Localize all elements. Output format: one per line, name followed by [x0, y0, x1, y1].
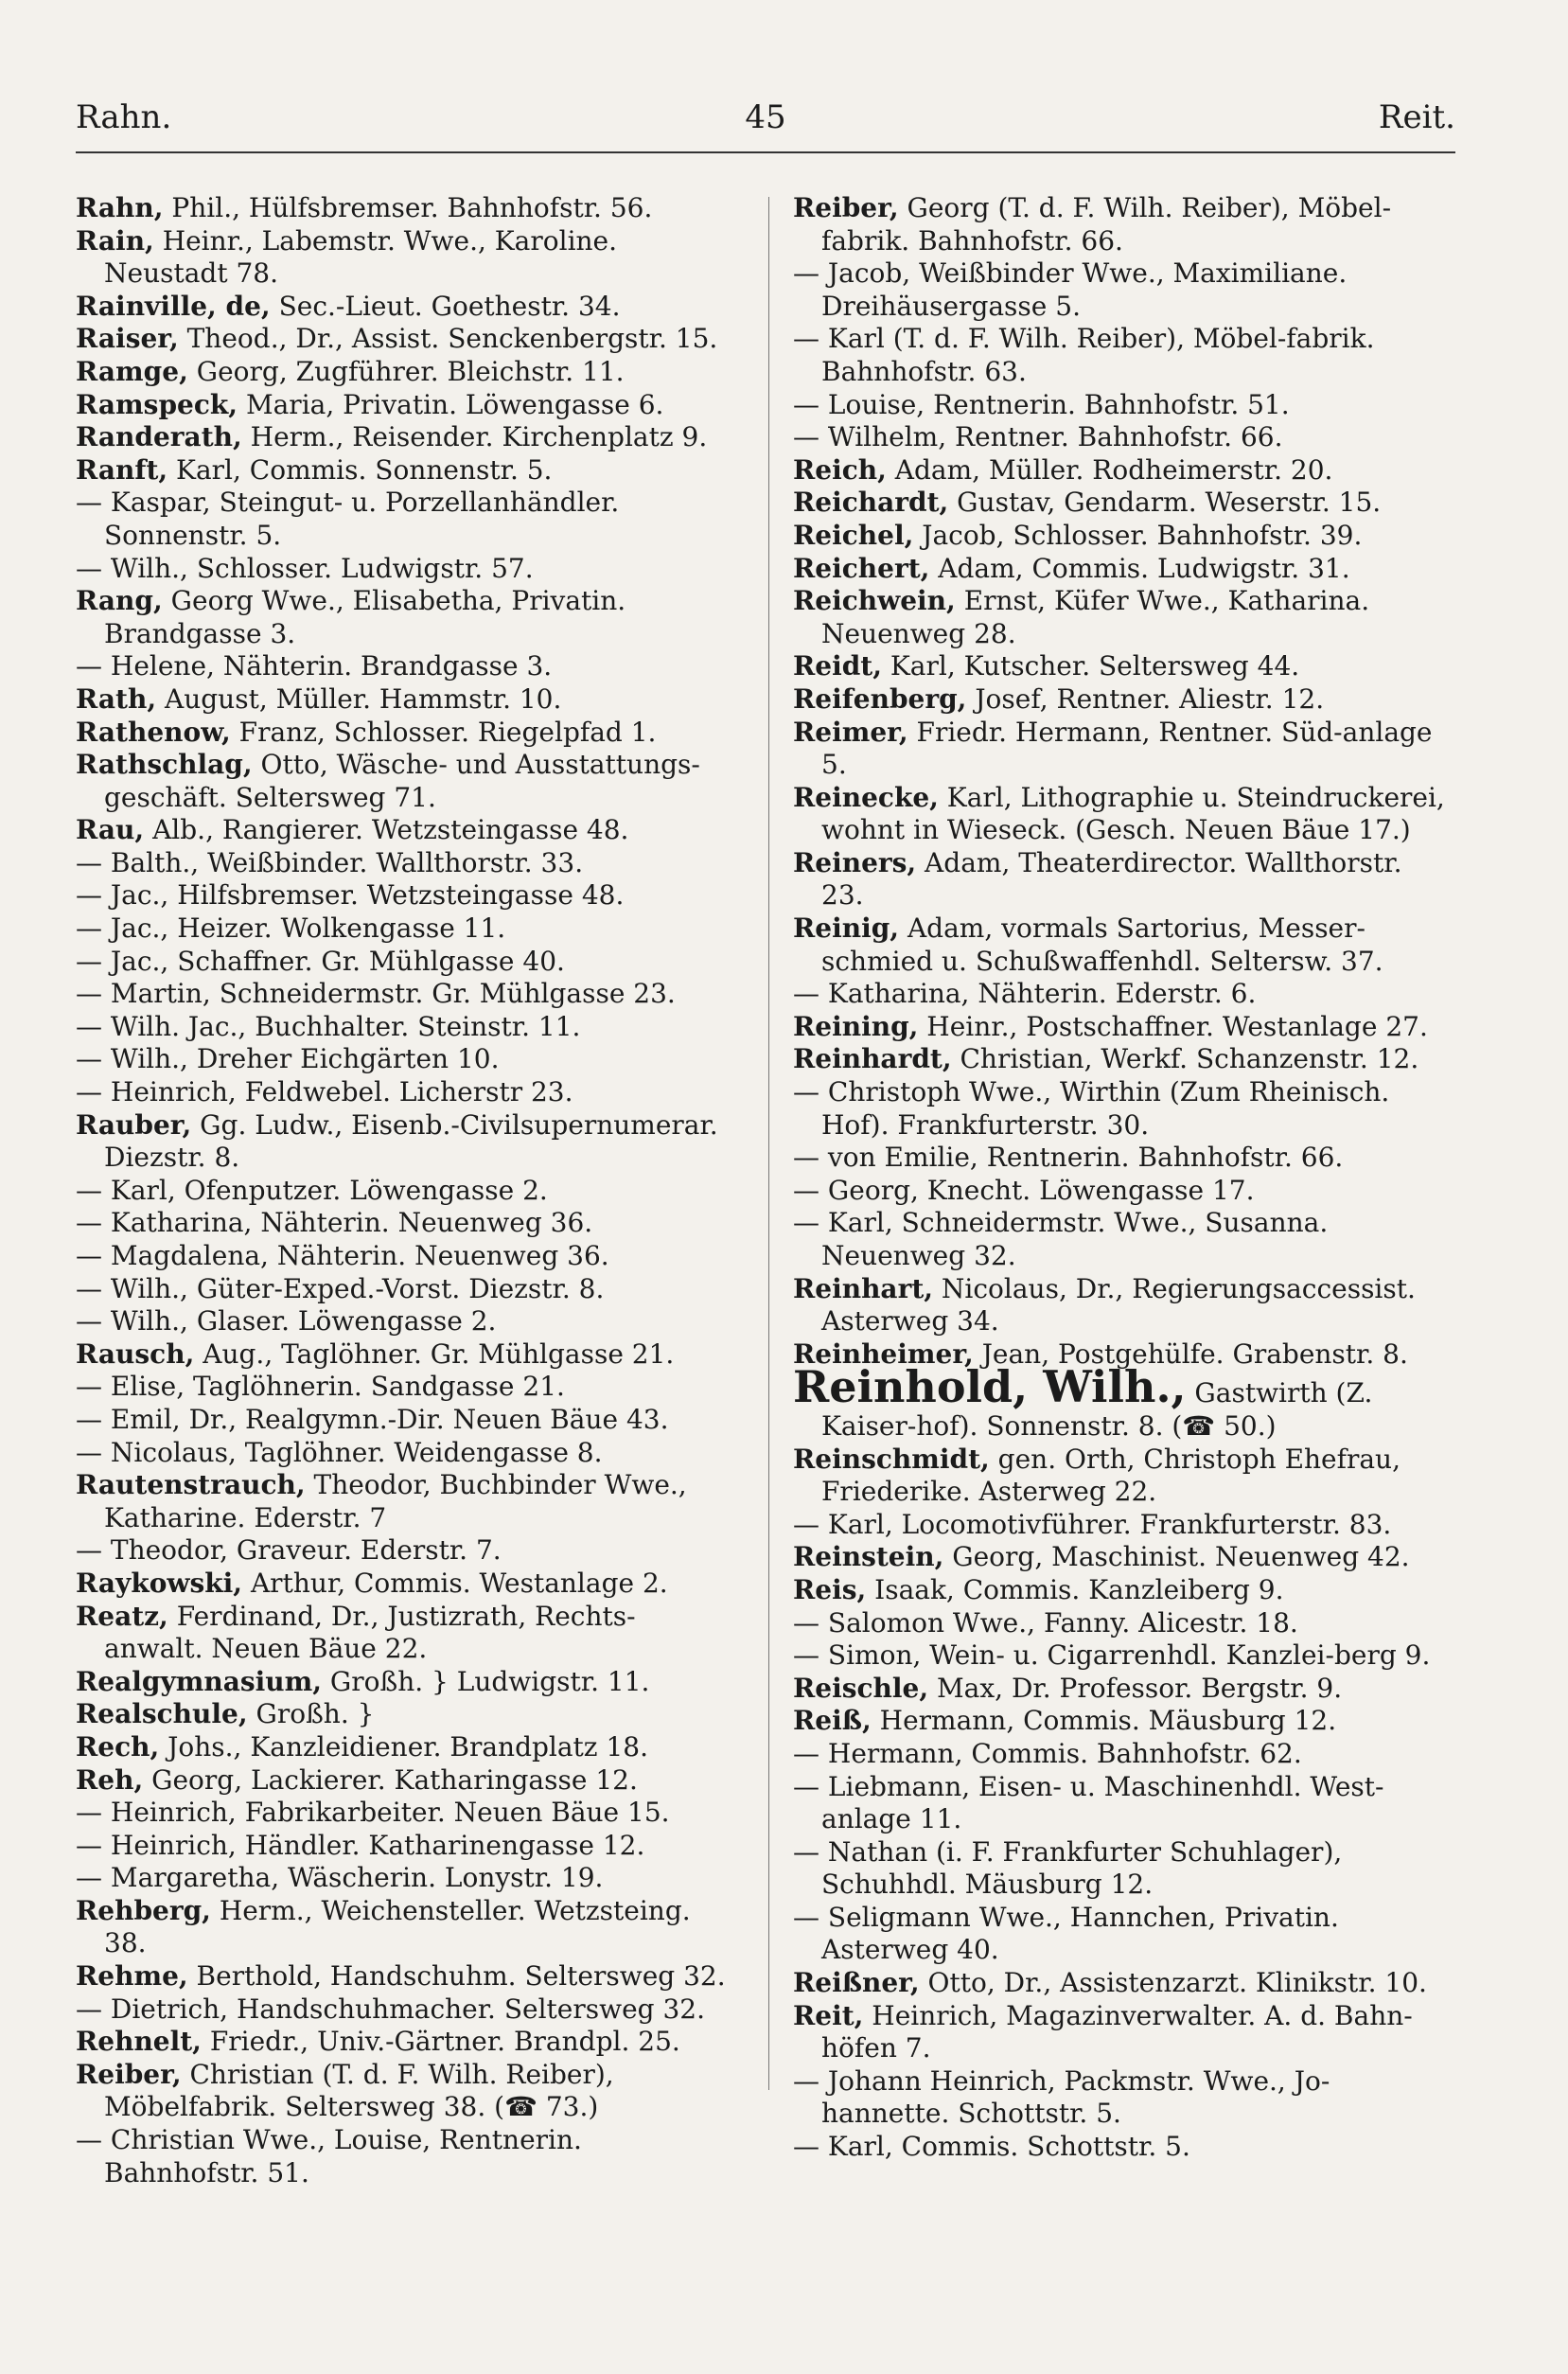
entry-details: — Kaspar, Steingut- u. Porzellanhändler. Sonnenstr. 5. [76, 487, 620, 551]
entry-surname: Rau, [76, 814, 145, 846]
directory-entry [76, 749, 729, 814]
entry-details: — Theodor, Graveur. Ederstr. 7. [76, 1534, 502, 1567]
directory-entry [76, 2026, 729, 2059]
directory-entry [76, 1666, 729, 1699]
entry-details: Gastwirth (Z. Kaiser-hof). Sonnenstr. 8. (☎ 50.) [821, 1377, 1373, 1442]
entry-details: — Louise, Rentnerin. Bahnhofstr. 51. [793, 388, 1290, 420]
entry-details: Berthold, Handschuhm. Seltersweg 32. [187, 1960, 726, 1993]
directory-entry [793, 2065, 1446, 2131]
directory-entry [793, 1673, 1446, 1706]
entry-details: Alb., Rangierer. Wetzsteingasse 48. [144, 814, 629, 846]
entry-surname: Rech, [76, 1730, 160, 1763]
entry-surname: Reiners, [793, 846, 917, 878]
entry-details: — Heinrich, Fabrikarbeiter. Neuen Bäue 15. [76, 1797, 670, 1829]
directory-entry [76, 1437, 729, 1470]
entry-details: Adam, Müller. Rodheimerstr. 20. [886, 453, 1333, 486]
directory-entry [793, 650, 1446, 683]
entry-surname: Reinschmidt, [793, 1443, 990, 1475]
directory-entry [76, 585, 729, 650]
entry-details: Herm., Weichensteller. Wetzsteing. 38. [104, 1894, 691, 1959]
directory-entry [793, 1705, 1446, 1738]
directory-entry [76, 946, 729, 979]
entry-surname: Rautenstrauch, [76, 1469, 306, 1501]
directory-entry [76, 553, 729, 586]
entry-details: Christian (T. d. F. Wilh. Reiber), Möbelfabrik. Seltersweg 38. (☎ 73.) [104, 2058, 614, 2123]
entry-details: Heinr., Postschaffner. Westanlage 27. [918, 1010, 1428, 1042]
entry-surname: Reh, [76, 1763, 144, 1796]
directory-entry [793, 1771, 1446, 1836]
directory-entry [793, 847, 1446, 912]
directory-entry [76, 847, 729, 880]
entry-details: Josef, Rentner. Aliestr. 12. [966, 682, 1325, 715]
entry-details: Adam, Commis. Ludwigstr. 31. [929, 552, 1350, 584]
directory-entry [793, 1639, 1446, 1673]
page-header [76, 98, 1455, 146]
entry-details: Georg (T. d. F. Wilh. Reiber), Möbel-fabrik. Bahnhofstr. 66. [821, 192, 1392, 257]
entry-surname: Ramge, [76, 355, 188, 387]
entry-surname: Reinecke, [793, 781, 939, 813]
directory-entry [793, 1142, 1446, 1175]
directory-entry [76, 192, 729, 225]
entry-details: — Hermann, Commis. Bahnhofstr. 62. [793, 1737, 1302, 1769]
entry-details: Aug., Taglöhner. Gr. Mühlgasse 21. [194, 1338, 675, 1370]
directory-entry [76, 683, 729, 717]
directory-entry [76, 1830, 729, 1863]
entry-details: August, Müller. Hammstr. 10. [156, 682, 562, 715]
directory-entry [76, 1338, 729, 1372]
page-number: 45 [745, 98, 786, 136]
directory-entry [793, 257, 1446, 323]
entry-details: — Heinrich, Händler. Katharinengasse 12. [76, 1829, 645, 1861]
directory-entry [793, 683, 1446, 717]
directory-entry [793, 717, 1446, 782]
entry-details: — Karl (T. d. F. Wilh. Reiber), Möbel-fabrik. Bahnhofstr. 63. [793, 323, 1375, 387]
entry-details: — Margaretha, Wäscherin. Lonystr. 19. [76, 1862, 604, 1894]
entry-details: — Karl, Schneidermstr. Wwe., Susanna. Neuenweg 32. [793, 1207, 1329, 1271]
directory-entry [793, 487, 1446, 520]
directory-entry [76, 1993, 729, 2027]
entry-surname: Rehberg, [76, 1894, 211, 1926]
entry-details: — Balth., Weißbinder. Wallthorstr. 33. [76, 846, 584, 878]
directory-entry [793, 1541, 1446, 1574]
directory-entry [76, 1862, 729, 1895]
directory-entry [76, 1207, 729, 1240]
header-right-keyword: Reit. [1378, 98, 1455, 136]
entry-surname: Reit, [793, 1999, 864, 2031]
entry-details: Otto, Dr., Assistenzarzt. Klinikstr. 10. [919, 1967, 1427, 1999]
entry-surname: Realschule, [76, 1698, 248, 1730]
directory-entry [76, 1109, 729, 1175]
entry-details: — Jac., Heizer. Wolkengasse 11. [76, 912, 506, 945]
entry-surname: Rausch, [76, 1338, 195, 1370]
directory-entry [76, 717, 729, 750]
entry-details: Gustav, Gendarm. Weserstr. 15. [948, 487, 1382, 519]
entry-details: Theodor, Buchbinder Wwe., Katharine. Ederstr. 7 [104, 1469, 687, 1533]
directory-entry [76, 1698, 729, 1731]
entry-surname: Rathschlag, [76, 749, 253, 781]
directory-entry [76, 1371, 729, 1404]
entry-surname: Reinstein, [793, 1541, 944, 1573]
entry-surname: Reiber, [76, 2058, 182, 2090]
entry-surname: Rauber, [76, 1108, 192, 1141]
entry-surname: Reichel, [793, 519, 914, 551]
directory-entry [76, 1895, 729, 1960]
entry-surname: Raykowski, [76, 1567, 243, 1599]
entry-details: Georg, Maschinist. Neuenweg 42. [943, 1541, 1410, 1573]
entry-details: Christian, Werkf. Schanzenstr. 12. [951, 1043, 1419, 1075]
entry-details: — Johann Heinrich, Packmstr. Wwe., Jo-hannette. Schottstr. 5. [793, 2064, 1330, 2130]
directory-entry [793, 585, 1446, 650]
entry-surname: Rehme, [76, 1960, 188, 1993]
directory-entry [793, 912, 1446, 978]
entry-details: — Elise, Taglöhnerin. Sandgasse 21. [76, 1371, 565, 1403]
entry-surname: Reinhart, [793, 1272, 934, 1304]
directory-entry [76, 650, 729, 683]
directory-entry [793, 192, 1446, 257]
directory-entry [793, 1967, 1446, 2000]
directory-entry [793, 978, 1446, 1011]
directory-entry [793, 1076, 1446, 1142]
entry-details: — Wilh., Glaser. Löwengasse 2. [76, 1305, 497, 1338]
column-divider [768, 197, 769, 2090]
directory-entry [76, 454, 729, 487]
entry-details: Arthur, Commis. Westanlage 2. [242, 1567, 668, 1599]
entry-details: — Christoph Wwe., Wirthin (Zum Rheinisch. Hof). Frankfurterstr. 30. [793, 1076, 1390, 1141]
directory-entry [793, 2000, 1446, 2065]
entry-details: — Seligmann Wwe., Hannchen, Privatin. Asterweg 40. [793, 1901, 1339, 1966]
entry-details: Phil., Hülfsbremser. Bahnhofstr. 56. [163, 192, 653, 223]
directory-entry [793, 323, 1446, 388]
header-rule [76, 151, 1455, 153]
entry-surname: Randerath, [76, 421, 242, 453]
entry-details: Adam, Theaterdirector. Wallthorstr. 23. [821, 846, 1402, 912]
entry-details: Franz, Schlosser. Riegelpfad 1. [230, 716, 657, 748]
directory-entry [76, 421, 729, 454]
entry-details: — Georg, Knecht. Löwengasse 17. [793, 1174, 1255, 1206]
directory-entry [76, 1076, 729, 1109]
entry-details: Nicolaus, Dr., Regierungsaccessist. Asterweg 34. [821, 1272, 1416, 1338]
directory-entry [793, 1207, 1446, 1272]
entry-surname: Rath, [76, 682, 157, 715]
entry-details: Heinrich, Magazinverwalter. A. d. Bahn-höfen 7. [821, 1999, 1413, 2064]
directory-entry [76, 1175, 729, 1208]
directory-entry [76, 2124, 729, 2189]
entry-details: Otto, Wäsche- und Ausstattungs-geschäft. Seltersweg 71. [104, 749, 700, 813]
entry-surname: Reichardt, [793, 487, 949, 519]
directory-entry [793, 1444, 1446, 1509]
entry-details: Ernst, Küfer Wwe., Katharina. Neuenweg 28. [821, 585, 1370, 649]
entry-surname: Rathenow, [76, 716, 231, 748]
directory-entry [76, 978, 729, 1011]
entry-details: — von Emilie, Rentnerin. Bahnhofstr. 66. [793, 1142, 1344, 1174]
entry-details: — Nathan (i. F. Frankfurter Schuhlager), Schuhhdl. Mäusburg 12. [793, 1835, 1343, 1901]
directory-entry [76, 2059, 729, 2124]
directory-entry [76, 323, 729, 356]
directory-entry [793, 1361, 1446, 1443]
entry-details: — Jac., Schaffner. Gr. Mühlgasse 40. [76, 945, 565, 977]
entry-details: Karl, Commis. Sonnenstr. 5. [167, 453, 553, 486]
entry-surname: Reinhardt, [793, 1043, 952, 1075]
directory-entry [793, 1607, 1446, 1640]
directory-entry [76, 1731, 729, 1764]
entry-details: — Jac., Hilfsbremser. Wetzsteingasse 48. [76, 879, 625, 912]
entry-surname: Reischle, [793, 1672, 929, 1704]
entry-surname: Reifenberg, [793, 682, 967, 715]
directory-entry [76, 1043, 729, 1076]
entry-details: Karl, Lithographie u. Steindruckerei, wohnt in Wieseck. (Gesch. Neuen Bäue 17.) [821, 781, 1445, 846]
entry-surname: Rainville, de, [76, 290, 271, 322]
entry-surname: Reiber, [793, 192, 899, 223]
entry-details: — Nicolaus, Taglöhner. Weidengasse 8. [76, 1436, 603, 1468]
directory-entry [76, 1960, 729, 1993]
entry-details: Heinr., Labemstr. Wwe., Karoline. Neustadt 78. [104, 224, 618, 290]
directory-entry [793, 1273, 1446, 1338]
entry-details: — Heinrich, Feldwebel. Licherstr 23. [76, 1076, 573, 1108]
entry-surname: Reinig, [793, 912, 900, 945]
entry-details: Gg. Ludw., Eisenb.-Civilsupernumerar. Diezstr. 8. [104, 1108, 718, 1174]
directory-entry [76, 487, 729, 552]
entry-details: Theod., Dr., Assist. Senckenbergstr. 15. [178, 323, 718, 355]
entry-surname: Realgymnasium, [76, 1665, 322, 1697]
entry-surname: Rang, [76, 585, 163, 617]
entry-details: Sec.-Lieut. Goethestr. 34. [270, 290, 621, 322]
entry-details: — Liebmann, Eisen- u. Maschinenhdl. West-anlage 11. [793, 1770, 1384, 1835]
entry-details: gen. Orth, Christoph Ehefrau, Friederike. Asterweg 22. [821, 1443, 1401, 1508]
entry-details: — Wilh., Güter-Exped.-Vorst. Diezstr. 8. [76, 1272, 605, 1304]
directory-entry [76, 912, 729, 946]
entry-details: — Katharina, Nähterin. Neuenweg 36. [76, 1207, 593, 1239]
entry-surname: Reining, [793, 1010, 919, 1042]
directory-entry [793, 1836, 1446, 1902]
entry-surname: Reis, [793, 1573, 867, 1605]
entry-details: — Magdalena, Nähterin. Neuenweg 36. [76, 1240, 609, 1271]
directory-entry [76, 1764, 729, 1798]
entry-surname: Reichwein, [793, 585, 956, 617]
directory-entry [793, 421, 1446, 454]
entry-surname: Rahn, [76, 192, 164, 223]
directory-entry [76, 1534, 729, 1568]
entry-surname: Reinheimer, [793, 1338, 974, 1370]
entry-details: — Salomon Wwe., Fanny. Alicestr. 18. [793, 1606, 1298, 1639]
entry-details: — Christian Wwe., Louise, Rentnerin. Bahnhofstr. 51. [76, 2124, 582, 2188]
directory-entry [76, 389, 729, 422]
entry-details: — Katharina, Nähterin. Ederstr. 6. [793, 978, 1257, 1010]
entry-details: Friedr. Hermann, Rentner. Süd-anlage 5. [821, 716, 1433, 781]
directory-entry [793, 389, 1446, 422]
directory-entry [76, 1601, 729, 1666]
directory-entry [76, 356, 729, 389]
entry-surname: Raiser, [76, 323, 179, 355]
directory-entry [76, 814, 729, 847]
directory-entry [76, 1469, 729, 1534]
entry-surname: Ramspeck, [76, 388, 238, 420]
entry-surname: Reatz, [76, 1600, 168, 1632]
entry-surname: Rehnelt, [76, 2026, 202, 2058]
directory-entry [793, 1011, 1446, 1044]
right-column [793, 192, 1446, 2164]
directory-entry [76, 879, 729, 912]
directory-entry [76, 1240, 729, 1273]
directory-entry [76, 1568, 729, 1601]
directory-entry [793, 454, 1446, 487]
entry-surname: Reich, [793, 453, 887, 486]
entry-details: Karl, Kutscher. Seltersweg 44. [881, 650, 1300, 682]
entry-surname: Ranft, [76, 453, 168, 486]
entry-surname: Rain, [76, 224, 154, 257]
entry-details: — Wilhelm, Rentner. Bahnhofstr. 66. [793, 421, 1283, 453]
entry-details: — Wilh., Dreher Eichgärten 10. [76, 1043, 500, 1075]
entry-details: Ferdinand, Dr., Justizrath, Rechts-anwalt. Neuen Bäue 22. [104, 1600, 636, 1665]
directory-entry [76, 225, 729, 291]
header-left-keyword: Rahn. [76, 98, 172, 136]
entry-details: — Simon, Wein- u. Cigarrenhdl. Kanzlei-berg 9. [793, 1639, 1431, 1672]
entry-details: — Jacob, Weißbinder Wwe., Maximiliane. Dreihäusergasse 5. [793, 257, 1348, 322]
entry-details: — Helene, Nähterin. Brandgasse 3. [76, 650, 553, 682]
directory-entry [793, 1574, 1446, 1607]
directory-entry [793, 553, 1446, 586]
entry-surname: Reiß, [793, 1705, 872, 1737]
directory-entry [76, 1273, 729, 1306]
entry-details: — Karl, Ofenputzer. Löwengasse 2. [76, 1174, 548, 1206]
directory-entry [76, 1797, 729, 1830]
directory-entry [793, 1738, 1446, 1771]
entry-surname: Reißner, [793, 1967, 920, 1999]
entry-details: Hermann, Commis. Mäusburg 12. [871, 1705, 1337, 1737]
directory-entry [793, 1175, 1446, 1208]
entry-details: Friedr., Univ.-Gärtner. Brandpl. 25. [201, 2026, 680, 2058]
entry-details: — Martin, Schneidermstr. Gr. Mühlgasse 23. [76, 978, 676, 1010]
entry-details: Georg, Lackierer. Katharingasse 12. [143, 1763, 638, 1796]
directory-entry [793, 1509, 1446, 1542]
entry-details: Großh. } [247, 1698, 375, 1730]
entry-details: Isaak, Commis. Kanzleiberg 9. [866, 1573, 1284, 1605]
entry-details: — Karl, Locomotivführer. Frankfurterstr. 83. [793, 1508, 1392, 1540]
directory-entry [76, 1011, 729, 1044]
entry-details: Georg, Zugführer. Bleichstr. 11. [187, 355, 625, 387]
entry-details: — Emil, Dr., Realgymn.-Dir. Neuen Bäue 43. [76, 1403, 669, 1435]
entry-surname: Reichert, [793, 552, 930, 584]
entry-details: Georg Wwe., Elisabetha, Privatin. Brandgasse 3. [104, 585, 626, 649]
directory-entry [793, 782, 1446, 847]
directory-entry [793, 1902, 1446, 1967]
entry-details: Adam, vormals Sartorius, Messer-schmied u. Schußwaffenhdl. Seltersw. 37. [821, 912, 1383, 977]
directory-entry [76, 1305, 729, 1338]
directory-entry [76, 1404, 729, 1437]
entry-details: Jacob, Schlosser. Bahnhofstr. 39. [913, 519, 1363, 551]
entry-surname: Reidt, [793, 650, 882, 682]
entry-details: Herm., Reisender. Kirchenplatz 9. [241, 421, 708, 453]
entry-details: Max, Dr. Professor. Bergstr. 9. [928, 1672, 1343, 1704]
entry-details: — Wilh. Jac., Buchhalter. Steinstr. 11. [76, 1010, 581, 1042]
entry-details: — Wilh., Schlosser. Ludwigstr. 57. [76, 552, 534, 584]
entry-details: Johs., Kanzleidiener. Brandplatz 18. [159, 1730, 648, 1763]
entry-details: Maria, Privatin. Löwengasse 6. [238, 388, 664, 420]
entry-surname: Reinhold, Wilh., [793, 1361, 1187, 1413]
directory-entry [793, 1043, 1446, 1076]
entry-surname: Reimer, [793, 716, 908, 748]
directory-entry [793, 520, 1446, 553]
entry-details: Jean, Postgehülfe. Grabenstr. 8. [973, 1338, 1408, 1370]
directory-entry [793, 2131, 1446, 2164]
entry-details: Großh. } Ludwigstr. 11. [321, 1665, 650, 1697]
directory-entry [76, 291, 729, 324]
left-column [76, 192, 729, 2189]
entry-details: — Dietrich, Handschuhmacher. Seltersweg 32. [76, 1993, 706, 2025]
entry-details: — Karl, Commis. Schottstr. 5. [793, 2131, 1190, 2163]
